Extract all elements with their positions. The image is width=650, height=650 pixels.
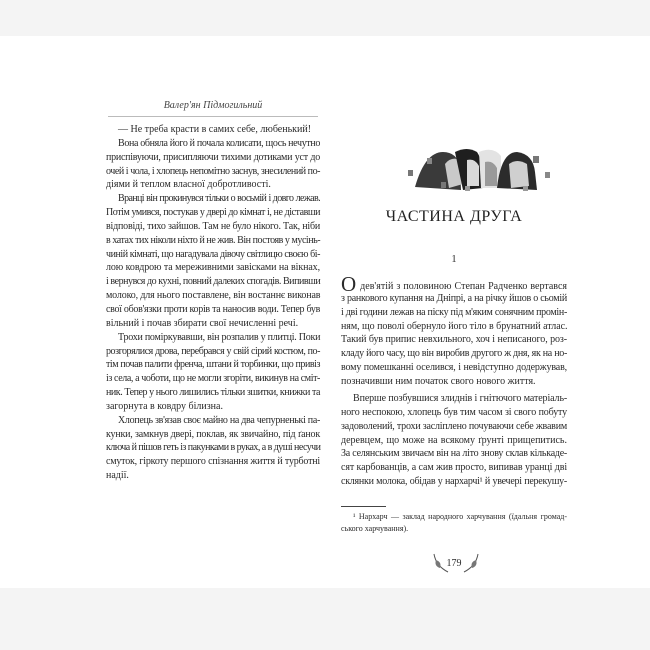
text-line: Вперше позбувшися злиднів і гнітючого матеріаль- <box>353 393 568 404</box>
text-line: вільний і почав збирати свої нечисленні речі. <box>106 317 299 329</box>
right-paragraph-1 <box>341 272 568 389</box>
text-line: кунки, замкнув двері, поклав, як звичайно, під ґанок <box>106 428 320 440</box>
drop-cap: О <box>341 272 357 296</box>
text-line: задоволений, трохи засліплено почуваючи себе жвавим <box>341 420 567 432</box>
text-line-rest: дев'ятій з половиною Степан Радченко вертався <box>360 281 567 292</box>
top-margin-band <box>0 0 650 36</box>
chapter-number: 1 <box>451 254 457 265</box>
footnote-rule <box>341 506 386 507</box>
leaf-ornament-right-icon <box>462 552 480 574</box>
text-line: позначивши ним початок свого нового життя. <box>341 375 536 387</box>
text-line: з ранкового купання на Дніпрі, а на річку йшов о сьомій <box>341 292 567 304</box>
text-line: очей і чола, і хлопець непомітно заснув, знесилений по- <box>106 165 321 177</box>
text-line: сят карбованців, а сам жив просто, випивав уранці дві <box>341 462 567 474</box>
text-line: Хлопець зв'язав своє майно на два чепурненькі па- <box>118 414 320 426</box>
text-line: ського харчування). <box>341 524 409 533</box>
text-line: Вранці він прокинувся тільки о восьмій і довго лежав. <box>118 193 320 205</box>
text-line: деревцем, що може на всякому ґрунті прищепитись. <box>341 434 567 446</box>
page-number: 179 <box>446 558 462 569</box>
text-line: приспівуючи, присипляючи тихими дотиками уст до <box>106 151 320 163</box>
text-line: ¹ Нархарч — заклад народного харчування (їдальня громад- <box>353 512 567 521</box>
running-head-rule <box>108 116 318 117</box>
text-line: відповіді, тихо зайшов. Там не було нікого. Так, ніби <box>106 220 320 232</box>
text-line: діями й теплом власної добротливості. <box>106 179 271 191</box>
bottom-margin-band <box>0 588 650 650</box>
text-line: лою ковдрою та мереживними завісками на вікнах, <box>106 262 320 274</box>
text-line: смуток, гіркоту першого спізнання життя й турботні <box>106 456 320 468</box>
running-head: Валер'ян Підмогильний <box>163 100 263 111</box>
text-line: За селянським звичаєм він на літо знову склав кількаде- <box>341 448 567 460</box>
text-line: Вона обняла його й почала колисати, щось нечутно <box>118 137 321 149</box>
text-line: тім почав палити френча, штани й торбинки, що привіз <box>106 359 320 371</box>
right-paragraph-2 <box>341 392 567 489</box>
text-line: ник. Тепер у нього лишились тільки зшитки, книжки та <box>106 387 320 399</box>
footnote <box>341 511 567 535</box>
portraits-illustration <box>405 142 555 192</box>
text-line: склянки молока, обідав у нархарчі¹ й увечері перекушу- <box>341 476 567 488</box>
text-line: молоко, для нього поставлене, він востаннє виконав <box>106 290 321 302</box>
text-line: і дві години лежав на піску під м'яким сонячним промін- <box>341 306 567 318</box>
text-line: — Не треба красти в самих себе, любенький! <box>118 124 312 135</box>
text-line: кладу його часу, що він виробив другого ж дня, як на но- <box>341 348 567 360</box>
text-line: ного неспокою, хлопець був тим часом зі свого побуту <box>341 406 567 418</box>
text-line: чиній кімнаті, що нагадувала дівочу світлицю своєю бі- <box>106 248 320 260</box>
part-title: ЧАСТИНА ДРУГА <box>385 208 523 225</box>
text-line: ключа й пішов геть із пакунками в руках, а в душі несучи <box>106 442 321 454</box>
text-line: загорнута в ковдру білизна. <box>106 400 223 412</box>
text-line <box>341 272 567 296</box>
text-line: ням, що поволі обернуло його тіло в брунатний атлас. <box>341 320 568 332</box>
text-line: в хатах тих ніколи ніхто й не жив. Він постояв у мусінь- <box>106 234 321 246</box>
text-line: надії. <box>106 470 129 482</box>
text-line: Потім умився, постукав у двері до кімнат і, не діставши <box>106 207 320 219</box>
text-line: Такий був припис невхильного, хоч і неписаного, роз- <box>341 334 567 346</box>
text-line: і вернувся до кухні, повний далеких спогадів. Випивши <box>106 276 321 288</box>
text-line: Трохи поміркувавши, він розпалив у плитці. Поки <box>118 331 321 343</box>
text-line: із села, а чоботи, що не могли згоріти, викинув на сміт- <box>106 373 320 385</box>
left-page-text <box>106 123 320 483</box>
text-line: вому помешканні оселився, і невідступно додержував, <box>341 362 567 374</box>
text-line: розгорялися дрова, перебрався у свій сірий костюм, по- <box>106 345 320 357</box>
text-line: свої обов'язки проти корів та наносив води. Тепер був <box>106 303 320 315</box>
